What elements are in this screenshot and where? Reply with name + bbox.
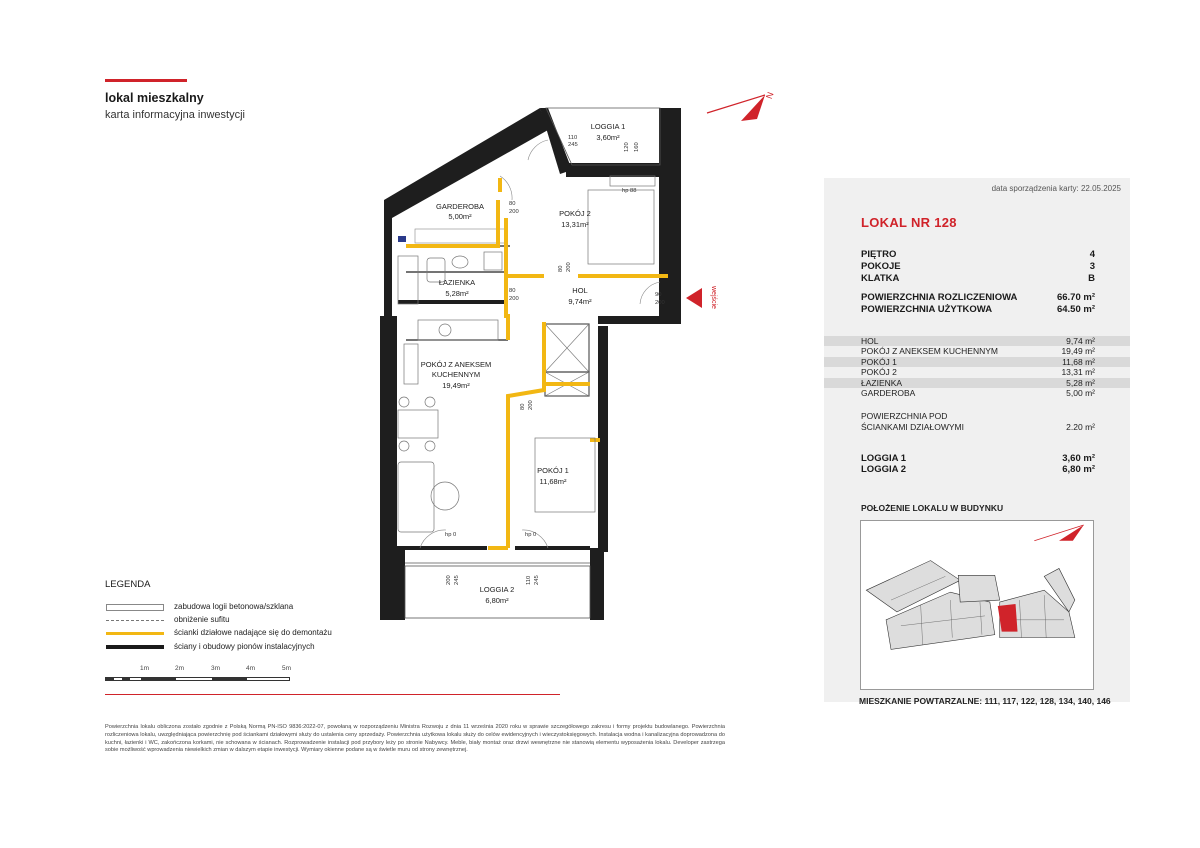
footnote: Powierzchnia lokalu obliczona zostało zgodnie z Polską Normą PN-ISO 9836:2022-07, powołaną w rozporządzeniu Ministra Rozwoju z dnia 11 września 2020 roku w sprawie szczegółowego zakresu i formy projektu budowlanego. Powierzchnia rozliczeniowa lokalu, uwzględniająca powierzchnię pod ściankami działowymi służy do ustalenia ceny sprzedaży. Powierzchnia użytkowa lokalu służy do celów ewidencyjnych i wieczystoksięgowych. Instalacja wodna i kanalizacyjna doprowadzona do kuchni, łazienki i WC, zakończona korkami, nie schowana w ścianach. Rozprowadzenie instalacji pod przybory leży po stronie Nabywcy. Meble, biały montaż oraz drzwi wewnętrzne nie stanowią elementu wyposażenia lokalu. Developer zastrzega sobie możliwość wprowadzenia niewielkich zmian w dalszym etapie inwestycji. Wymiary okienne podane są w świetle muru od strony zewnętrznej. xyxy=(105,724,725,754)
partition-area-label: POWIERZCHNIA POD ŚCIANKAMI DZIAŁOWYMI xyxy=(861,411,964,432)
dim-door-pokoj2-w: 80 xyxy=(558,265,564,272)
room-label-loggia1: LOGGIA 1 xyxy=(590,122,626,131)
room-area-salon: 19,49m² xyxy=(442,381,470,390)
room-area-hol: 9,74m² xyxy=(568,297,592,306)
dim-loggia1-h: 245 xyxy=(568,142,578,148)
room-area-pokoj1: 11,68m² xyxy=(539,477,567,486)
north-compass-icon xyxy=(705,85,780,130)
building-keyplan xyxy=(860,520,1094,690)
dim-window-w: 120 xyxy=(624,142,630,152)
dim-door-pokoj2-h: 200 xyxy=(566,262,572,272)
room-label-garderoba: GARDEROBA xyxy=(436,202,484,211)
entrance-label: wejście xyxy=(710,286,717,309)
dim-loggia2-door-h: 245 xyxy=(454,575,460,585)
dim-hp0-a: hp 0 xyxy=(445,532,457,538)
page-subtitle: karta informacyjna inwestycji xyxy=(105,109,245,121)
card-date: data sporządzenia karty: 22.05.2025 xyxy=(991,184,1121,193)
footer-rule xyxy=(105,694,560,695)
dim-loggia2-door2-h: 245 xyxy=(534,575,540,585)
room-label-hol: HOL xyxy=(572,286,588,295)
legend-item-ceiling: obniżenie sufitu xyxy=(106,614,406,626)
page-title: lokal mieszkalny xyxy=(105,91,204,105)
dim-door-pokoj1-w: 80 xyxy=(520,403,526,410)
room-area-garderoba: 5,00m² xyxy=(448,212,472,221)
scale-bar: 1m 2m 3m 4m 5m xyxy=(105,665,295,695)
partition-area-value: 2.20 m² xyxy=(1066,422,1095,432)
dim-loggia2-door2-w: 110 xyxy=(526,575,532,585)
legend-item-walls: ściany i obudowy pionów instalacyjnych xyxy=(106,641,406,653)
room-label-loggia2: LOGGIA 2 xyxy=(479,585,515,594)
legend-title: LEGENDA xyxy=(105,579,151,590)
dim-loggia2-door-w: 200 xyxy=(446,575,452,585)
legend-item-demountable: ścianki działowe nadające się do demontażu xyxy=(106,627,406,639)
room-label-salon: POKÓJ Z ANEKSEM xyxy=(420,360,492,369)
room-area-pokoj2: 13,31m² xyxy=(561,220,589,229)
lokal-number: LOKAL NR 128 xyxy=(861,215,957,230)
dim-door-garderoba-h: 200 xyxy=(509,209,519,215)
entrance-marker-icon xyxy=(682,282,722,320)
dim-door-lazienka-h: 200 xyxy=(509,296,519,302)
header-accent-rule xyxy=(105,79,187,82)
room-label-pokoj1: POKÓJ 1 xyxy=(537,466,569,475)
repeat-apartments: MIESZKANIE POWTARZALNE: 111, 117, 122, 128, 134, 140, 146 xyxy=(859,696,1111,706)
dim-door-garderoba-w: 80 xyxy=(509,201,516,207)
dim-loggia1-w: 110 xyxy=(568,135,578,141)
room-area-loggia2: 6,80m² xyxy=(485,596,509,605)
room-label-pokoj2: POKÓJ 2 xyxy=(559,209,591,218)
legend-item-loggia: zabudowa logii betonowa/szklana xyxy=(106,601,406,613)
room-area-loggia1: 3,60m² xyxy=(596,133,620,142)
dim-door-pokoj1-h: 200 xyxy=(528,400,534,410)
building-location-title: POŁOŻENIE LOKALU W BUDYNKU xyxy=(861,503,1004,513)
room-label-salon-2: KUCHENNYM xyxy=(431,370,481,379)
floor-plan xyxy=(380,100,700,630)
dim-door-entry-w: 90 xyxy=(655,292,662,298)
dim-hp0-b: hp 0 xyxy=(525,532,537,538)
dim-hp88: hp 88 xyxy=(622,188,637,194)
dim-window-h: 160 xyxy=(634,142,640,152)
room-label-lazienka: ŁAZIENKA xyxy=(438,278,476,287)
dim-door-lazienka-w: 80 xyxy=(509,288,516,294)
dim-door-entry-h: 200 xyxy=(655,300,665,306)
compass-label: N xyxy=(763,90,776,101)
room-area-lazienka: 5,28m² xyxy=(445,289,469,298)
